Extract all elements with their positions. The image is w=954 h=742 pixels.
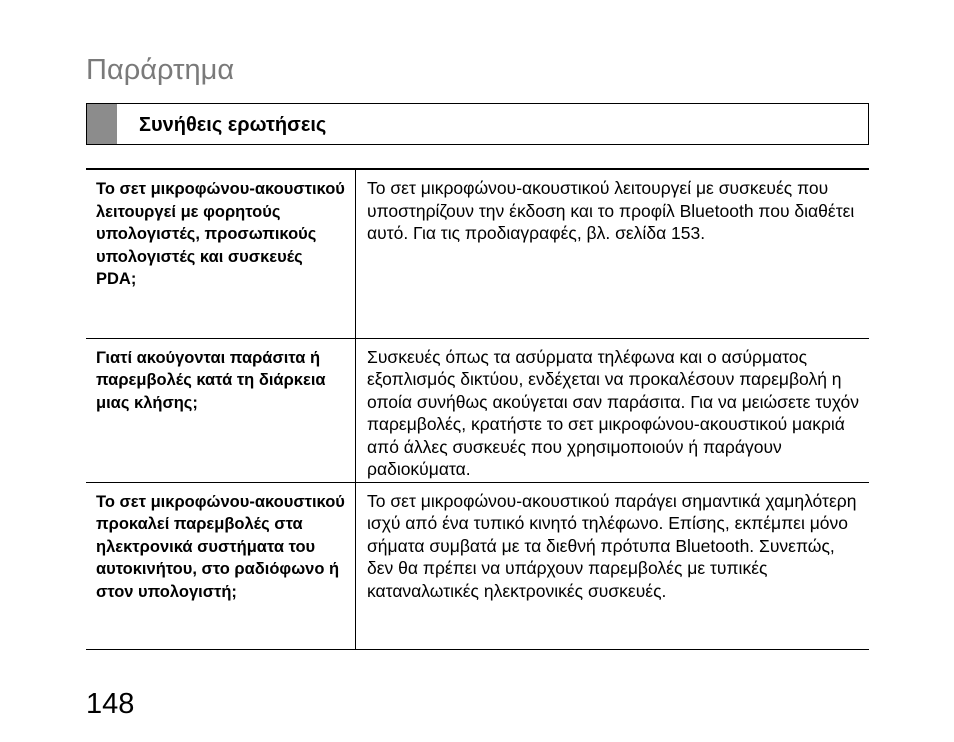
faq-question: Το σετ μικροφώνου-ακουστικού λειτουργεί με φορητούς υπολογιστές, προσωπικούς υπολογιστές και συσκευές PDA; xyxy=(86,169,356,338)
page-title: Παράρτημα xyxy=(86,54,235,86)
section-header xyxy=(86,103,869,145)
faq-answer: Το σετ μικροφώνου-ακουστικού λειτουργεί με συσκευές που υποστηρίζουν την έκδοση και το προφίλ Bluetooth που διαθέτει αυτό. Για τις προδιαγραφές, βλ. σελίδα 153. xyxy=(367,178,855,243)
faq-question: Γιατί ακούγονται παράσιτα ή παρεμβολές κατά τη διάρκεια μιας κλήσης; xyxy=(86,338,356,482)
faq-question: Το σετ μικροφώνου-ακουστικού προκαλεί παρεμβολές στα ηλεκτρονικά συστήματα του αυτοκινήτου, στο ραδιόφωνο ή στον υπολογιστή; xyxy=(86,482,356,649)
faq-answer: Το σετ μικροφώνου-ακουστικού παράγει σημαντικά χαμηλότερη ισχύ από ένα τυπικό κινητό τηλέφωνο. Επίσης, εκπέμπει μόνο σήματα συμβατά με τα διεθνή πρότυπα Bluetooth. Συνεπώς, δεν θα πρέπει να υπάρχουν παρεμβολές με τυπικές καταναλωτικές ηλεκτρονικές συσκευές. xyxy=(367,490,857,601)
faq-row xyxy=(86,482,869,649)
section-marker xyxy=(87,104,117,144)
faq-answer: Συσκευές όπως τα ασύρματα τηλέφωνα και ο ασύρματος εξοπλισμός δικτύου, ενδέχεται να προκαλέσουν παρεμβολή η οποία συνήθως ακούγεται σαν παράσιτα. Για να μειώσετε τυχόν παρεμβολές, κρατήστε το σετ μικροφώνου-ακουστικού μακριά από άλλες συσκευές που χρησιμοποιούν ή παράγουν ραδιοκύματα. xyxy=(367,346,860,479)
section-title: Συνήθεις ερωτήσεις xyxy=(139,113,327,136)
faq-table xyxy=(86,168,869,650)
page-number: 148 xyxy=(86,688,135,720)
faq-row xyxy=(86,169,869,338)
faq-row xyxy=(86,338,869,482)
